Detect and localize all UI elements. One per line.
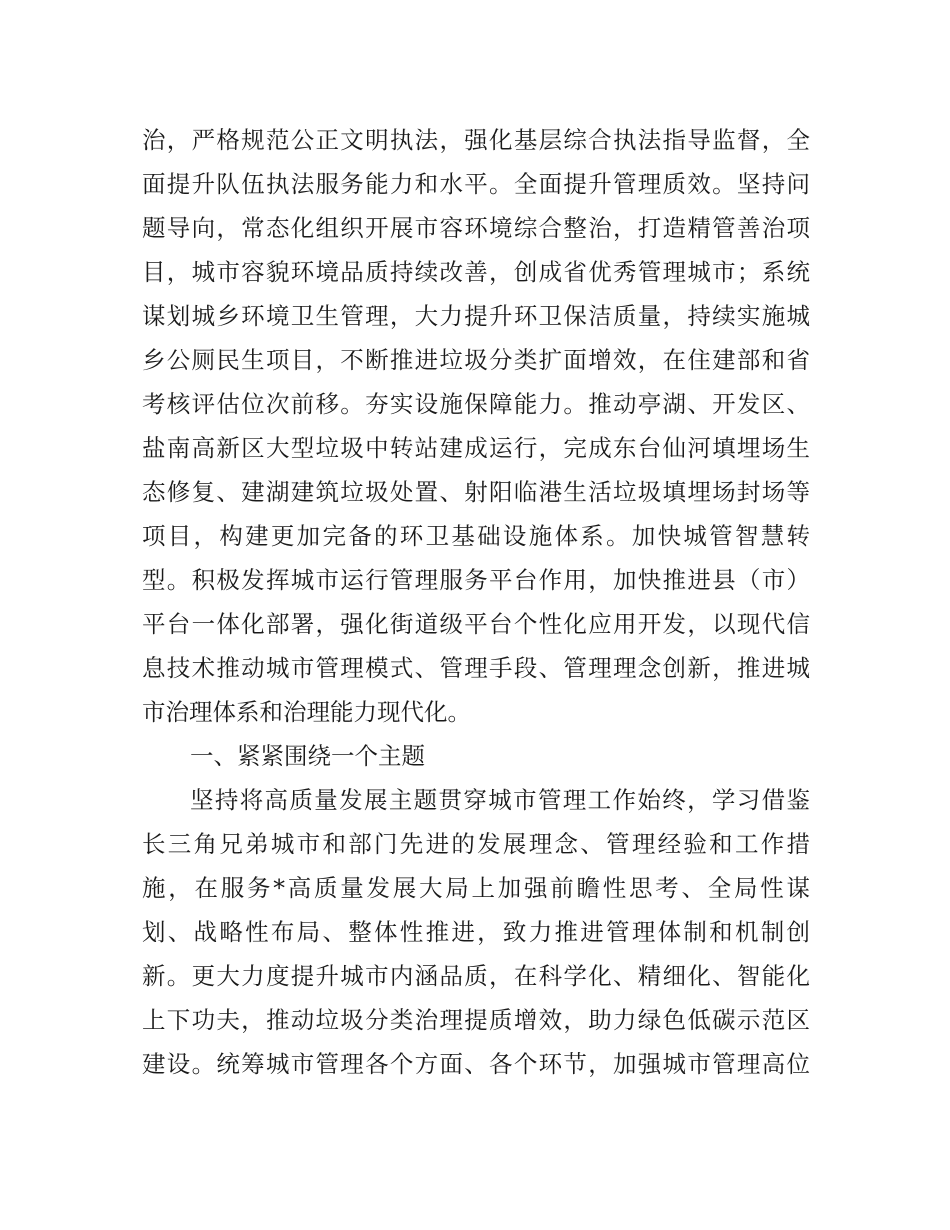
section-heading: 一、紧紧围绕一个主题 [190, 742, 425, 770]
text-line: 盐南高新区大型垃圾中转站建成运行，完成东台仙河填埋场生 [142, 434, 810, 462]
text-line: 长三角兄弟城市和部门先进的发展理念、管理经验和工作措 [142, 830, 810, 858]
text-line: 坚持将高质量发展主题贯穿城市管理工作始终，学习借鉴 [190, 786, 810, 814]
text-line: 建设。统筹城市管理各个方面、各个环节，加强城市管理高位 [142, 1050, 810, 1078]
text-line: 乡公厕民生项目，不断推进垃圾分类扩面增效，在住建部和省 [142, 346, 810, 374]
text-line: 考核评估位次前移。夯实设施保障能力。推动亭湖、开发区、 [142, 390, 810, 418]
text-line: 划、战略性布局、整体性推进，致力推进管理体制和机制创 [142, 918, 810, 946]
text-line: 态修复、建湖建筑垃圾处置、射阳临港生活垃圾填埋场封场等 [142, 478, 810, 506]
text-line: 目，城市容貌环境品质持续改善，创成省优秀管理城市；系统 [142, 258, 810, 286]
text-line: 施，在服务*高质量发展大局上加强前瞻性思考、全局性谋 [142, 874, 810, 902]
text-line: 型。积极发挥城市运行管理服务平台作用，加快推进县（市） [142, 566, 810, 594]
text-line: 新。更大力度提升城市内涵品质，在科学化、精细化、智能化 [142, 962, 810, 990]
text-line: 上下功夫，推动垃圾分类治理提质增效，助力绿色低碳示范区 [142, 1006, 810, 1034]
text-line: 面提升队伍执法服务能力和水平。全面提升管理质效。坚持问 [142, 170, 810, 198]
text-line: 平台一体化部署，强化街道级平台个性化应用开发，以现代信 [142, 610, 810, 638]
text-line: 市治理体系和治理能力现代化。 [142, 698, 471, 726]
text-line: 题导向，常态化组织开展市容环境综合整治，打造精管善治项 [142, 214, 810, 242]
text-line: 谋划城乡环境卫生管理，大力提升环卫保洁质量，持续实施城 [142, 302, 810, 330]
text-line: 治，严格规范公正文明执法，强化基层综合执法指导监督，全 [142, 126, 810, 154]
text-line: 息技术推动城市管理模式、管理手段、管理理念创新，推进城 [142, 654, 810, 682]
text-line: 项目，构建更加完备的环卫基础设施体系。加快城管智慧转 [142, 522, 810, 550]
